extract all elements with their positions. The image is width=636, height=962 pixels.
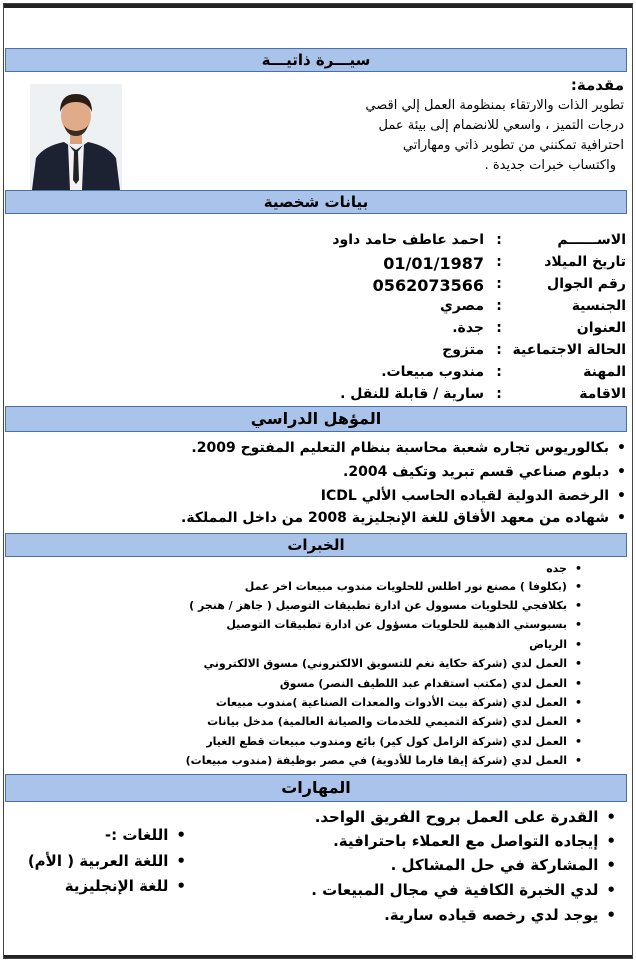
- cv-title: سيـــرة ذاتيـــة: [261, 51, 371, 69]
- cv-title-bar: [5, 48, 627, 72]
- bottom-border: [4, 955, 632, 958]
- experience-section-title: الخبرات: [287, 536, 345, 554]
- skill-item: •يوجد لدي رخصه قياده سارية.: [384, 906, 616, 924]
- row-label: العنوان: [576, 320, 626, 336]
- row-separator: :: [496, 342, 502, 358]
- row-separator: :: [496, 254, 502, 270]
- education-item: •الرخصة الدولية لقياده الحاسب الألي ICDL: [320, 488, 626, 504]
- language-item: •اللغة العربية ( الأم): [27, 852, 186, 870]
- bullet-icon: •: [176, 877, 186, 895]
- skill-item: •لدي الخبرة الكافية في مجال المبيعات .: [311, 881, 616, 899]
- education-item: •بكالوريوس تجاره شعبة محاسبة بنظام التعليم المفتوح 2009.: [191, 440, 626, 456]
- bullet-icon: •: [574, 599, 582, 612]
- bullet-icon: •: [606, 881, 616, 899]
- experience-item: •العمل لدي (شركة حكاية نغم للتسويق الالكتروني) مسوق الالكتروني: [203, 657, 582, 670]
- personal-row-marital: [10, 342, 626, 364]
- profile-photo: [30, 84, 122, 190]
- row-label: الاســــــم: [557, 232, 626, 248]
- bullet-icon: •: [574, 618, 582, 631]
- intro-line: تطوير الذات والارتقاء بمنظومة العمل إلي اقصي: [365, 98, 624, 113]
- row-value: 0562073566: [372, 276, 484, 295]
- bullet-icon: •: [606, 808, 616, 826]
- row-label: تاريخ الميلاد: [544, 254, 626, 270]
- personal-row-profession: [10, 364, 626, 386]
- row-value: مندوب مبيعات.: [381, 364, 484, 380]
- bullet-icon: •: [574, 580, 582, 593]
- personal-section-bar: [5, 190, 627, 214]
- experience-item: •العمل لدي (شركة التميمي للخدمات والصيانة العالمية) مدخل بيانات: [207, 715, 582, 728]
- education-item: •دبلوم صناعي قسم تبريد وتكيف 2004.: [343, 464, 626, 480]
- row-separator: :: [496, 232, 502, 248]
- experience-item: •العمل لدي (شركة إيفا فارما للأدوية) في مصر بوظيفة (مندوب مبيعات): [185, 754, 582, 767]
- skill-item: •القدرة على العمل بروح الفريق الواحد.: [314, 808, 616, 826]
- intro-line: واكتساب خبرات جديدة .: [484, 158, 616, 173]
- skills-section-bar: [5, 774, 627, 802]
- education-section-bar: [5, 406, 627, 432]
- personal-row-address: [10, 320, 626, 342]
- intro-line: احترافية تمكنني من تطوير ذاتي ومهاراتي: [402, 138, 624, 153]
- row-value: متزوج: [442, 342, 484, 358]
- experience-item: •(بكلوفا ) مصنع نور اطلس للحلويات مندوب مبيعات اخر عمل: [244, 580, 582, 593]
- bullet-icon: •: [574, 562, 582, 575]
- row-separator: :: [496, 364, 502, 380]
- experience-item: •بكلافجي للحلويات مسوول عن ادارة تطبيقات التوصيل ( جاهز / هنجر ): [189, 599, 582, 612]
- bullet-icon: •: [176, 852, 186, 870]
- personal-row-name: [10, 232, 626, 254]
- experience-item: •جده: [546, 562, 582, 575]
- intro-line: درجات التميز ، واسعي للانضمام إلى بيئة عمل: [378, 118, 624, 133]
- skill-item: •المشاركة في حل المشاكل .: [390, 856, 616, 874]
- experience-section-bar: [5, 533, 627, 557]
- personal-row-mobile: [10, 276, 626, 298]
- row-separator: :: [496, 386, 502, 402]
- bullet-icon: •: [617, 488, 626, 504]
- row-label: الاقامة: [579, 386, 626, 402]
- row-label: رقم الجوال: [547, 276, 626, 292]
- education-section-title: المؤهل الدراسي: [250, 409, 382, 428]
- row-value: سارية / قابلة للنقل .: [340, 386, 484, 402]
- bullet-icon: •: [574, 754, 582, 767]
- skills-section-title: المهارات: [281, 778, 351, 797]
- row-label: المهنة: [583, 364, 626, 380]
- row-value: احمد عاطف حامد داود: [332, 232, 484, 248]
- bullet-icon: •: [606, 906, 616, 924]
- bullet-icon: •: [617, 440, 626, 456]
- experience-item: •العمل لدي (شركة الزامل كول كير) بائع ومندوب مبيعات قطع الغيار: [206, 735, 582, 748]
- bullet-icon: •: [574, 677, 582, 690]
- experience-item: •الرياض: [529, 638, 582, 651]
- bullet-icon: •: [574, 696, 582, 709]
- row-separator: :: [496, 276, 502, 292]
- experience-item: •العمل لدي (شركة بيت الأدوات والمعدات الصناعية )مندوب مبيعات: [215, 696, 582, 709]
- row-value: جدة.: [452, 320, 484, 336]
- bullet-icon: •: [617, 464, 626, 480]
- row-label: الجنسية: [571, 298, 626, 314]
- experience-item: •العمل لدي (مكتب استقدام عبد اللطيف النصر) مسوق: [279, 677, 582, 690]
- row-value: مصري: [439, 298, 484, 314]
- personal-row-residency: [10, 386, 626, 408]
- intro-heading: مقدمة:: [570, 76, 624, 94]
- row-separator: :: [496, 320, 502, 336]
- personal-section-title: بيانات شخصية: [263, 193, 369, 211]
- bullet-icon: •: [574, 638, 582, 651]
- skill-item: •إيجاده التواصل مع العملاء باحترافية.: [333, 832, 616, 850]
- experience-item: •بسبوستي الذهبية للحلويات مسؤول عن ادارة تطبيقات التوصيل: [226, 618, 582, 631]
- bullet-icon: •: [606, 832, 616, 850]
- personal-row-birthdate: [10, 254, 626, 276]
- bullet-icon: •: [574, 735, 582, 748]
- bullet-icon: •: [574, 715, 582, 728]
- row-value: 01/01/1987: [383, 254, 484, 273]
- language-item: •للغة الإنجليزية: [64, 877, 186, 895]
- bullet-icon: •: [176, 826, 186, 844]
- bullet-icon: •: [606, 856, 616, 874]
- row-label: الحالة الاجتماعية: [512, 342, 626, 358]
- row-separator: :: [496, 298, 502, 314]
- person-silhouette-icon: [30, 84, 122, 190]
- personal-row-nationality: [10, 298, 626, 320]
- bullet-icon: •: [574, 657, 582, 670]
- education-item: •شهاده من معهد الأفاق للغة الإنجليزية 2008 من داخل المملكة.: [181, 510, 626, 526]
- top-border: [4, 4, 632, 8]
- bullet-icon: •: [617, 510, 626, 526]
- languages-heading: •اللغات :-: [104, 826, 186, 844]
